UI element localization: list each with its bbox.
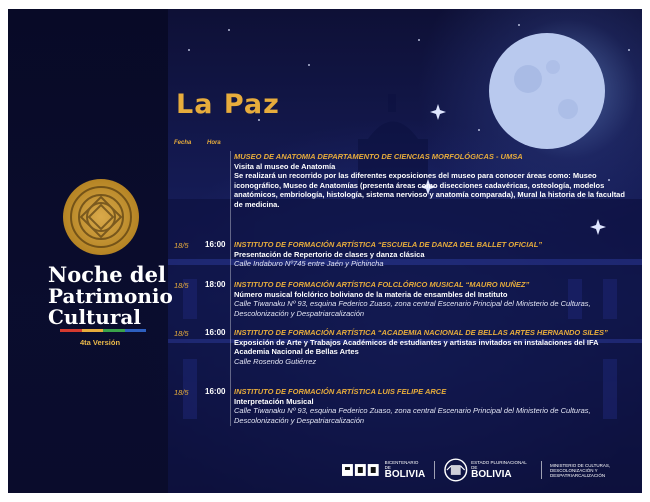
divider — [230, 151, 231, 426]
event-address: Calle Tiwanaku Nº 93, esquina Federico Zuaso, zona central Escenario Principal del Ministerio de Culturas, Descolonización y Despatriarcalización — [234, 299, 591, 318]
event-time: 18:00 — [205, 280, 226, 289]
event-item — [234, 387, 626, 425]
event-title: MUSEO DE ANATOMIA DEPARTAMENTO DE CIENCIAS MORFOLÓGICAS - UMSA — [234, 152, 523, 161]
event-time: 16:00 — [205, 328, 226, 337]
logo-line-3: Cultural — [48, 305, 141, 329]
poster — [8, 9, 642, 493]
event-address: Calle Tiwanaku Nº 93, esquina Federico Zuaso, zona central Escenario Principal del Ministerio de Culturas, Descolonización y Despatriarcalización — [234, 406, 591, 425]
footer-logos — [342, 455, 642, 485]
color-bar-segment — [125, 329, 147, 332]
event-address: Calle Indaburo Nº745 entre Jaén y Pichincha — [234, 259, 384, 268]
estado-big: BOLIVIA — [471, 469, 512, 480]
footer-separator — [541, 461, 542, 479]
event-date: 18/5 — [174, 281, 189, 290]
column-header-time: Hora — [207, 140, 221, 146]
bicentenario-big: BOLIVIA — [384, 469, 426, 480]
patrimonio-emblem-icon — [63, 179, 139, 255]
event-address: Calle Rosendo Gutiérrez — [234, 356, 317, 366]
event-date: 18/5 — [174, 329, 189, 338]
moon-icon — [489, 33, 605, 149]
estado-small: ESTADO PLURINACIONAL DE — [471, 460, 527, 470]
logo-line-1: Noche del — [48, 262, 166, 287]
event-logo-text — [48, 264, 173, 327]
footer-separator — [434, 461, 435, 479]
event-title: INSTITUTO DE FORMACIÓN ARTÍSTICA “ESCUELA DE DANZA DEL BALLET OFICIAL” — [234, 240, 543, 249]
color-bar-segment — [82, 329, 104, 332]
version-label: 4ta Versión — [80, 338, 121, 347]
event-description: Presentación de Repertorio de clases y danza clásica — [234, 249, 425, 259]
ministerio-logo — [550, 463, 642, 478]
event-item — [234, 152, 626, 209]
event-title: INSTITUTO DE FORMACIÓN ARTÍSTICA “ACADEMIA NACIONAL DE BELLAS ARTES HERNANDO SILES” — [234, 328, 608, 337]
event-item — [234, 280, 626, 318]
coat-of-arms-icon — [443, 457, 469, 483]
bicentenario-logo — [342, 460, 426, 480]
bicentenario-small: BICENTENARIO DE — [384, 460, 419, 470]
color-bar — [60, 329, 146, 332]
event-date: 18/5 — [174, 388, 189, 397]
event-details: Se realizará un recorrido por las diferentes exposiciones del museo para conocer áreas como: Museo iconográfico, Museo de Anatomías (presenta áreas como disecciones cadavéricas, osteología, modelos anatómicos, embriología, histología, sistema nervioso y anatomía comparada), Mural la historia de la facultad de medicina. — [234, 171, 625, 209]
event-description: Interpretación Musical — [234, 396, 314, 406]
event-item — [234, 240, 626, 269]
event-title: INSTITUTO DE FORMACIÓN ARTÍSTICA LUIS FELIPE ARCE — [234, 387, 447, 396]
column-header-date: Fecha — [174, 140, 192, 146]
event-description: Exposición de Arte y Trabajos Académicos de estudiantes y artistas invitados en instalaciones del IFA Academia Nacional de Bellas Artes — [234, 337, 599, 356]
event-description: Número musical folclórico boliviano de la materia de ensambles del Instituto — [234, 289, 508, 299]
event-title: INSTITUTO DE FORMACIÓN ARTÍSTICA FOLCLÓRICO MUSICAL “MAURO NUÑEZ” — [234, 280, 530, 289]
bicentenario-200-icon — [342, 463, 382, 477]
event-date: 18/5 — [174, 241, 189, 250]
event-item — [234, 328, 626, 366]
estado-logo — [443, 457, 533, 483]
ministerio-text: MINISTERIO DE CULTURAS, DESCOLONIZACIÓN Y DESPATRIARCALIZACIÓN — [550, 462, 611, 478]
event-description: Visita al museo de Anatomía — [234, 161, 336, 171]
event-time: 16:00 — [205, 240, 226, 249]
color-bar-segment — [103, 329, 125, 332]
logo-line-2: Patrimonio — [48, 284, 173, 308]
city-title: La Paz — [176, 89, 280, 120]
event-time: 16:00 — [205, 387, 226, 396]
color-bar-segment — [60, 329, 82, 332]
branding-panel — [8, 9, 173, 493]
